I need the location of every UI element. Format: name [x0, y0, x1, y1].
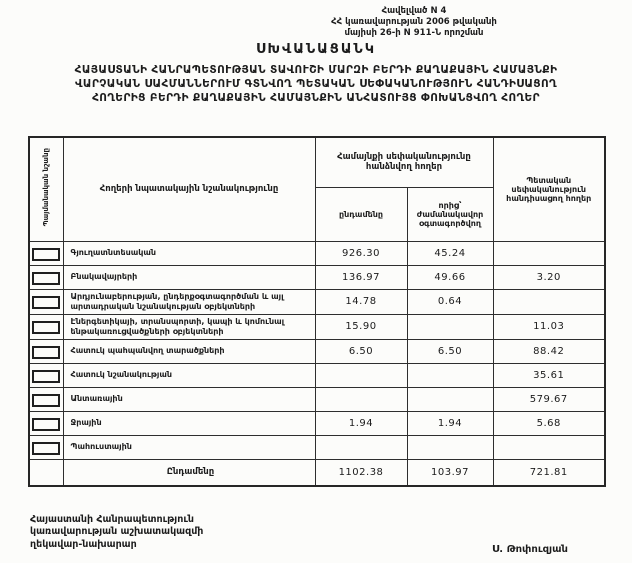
purpose-column-header: Հողերի նպատակային նշանակությունը: [63, 137, 315, 241]
state-value: 88.42: [493, 339, 605, 363]
total-value: 136.97: [315, 265, 407, 289]
document-subtitle: [0, 63, 632, 106]
total-value: [315, 435, 407, 459]
symbol-cell: [29, 411, 63, 435]
symbol-cell: [29, 289, 63, 314]
total-value: 6.50: [315, 339, 407, 363]
leased-value: [407, 435, 493, 459]
leased-value: [407, 314, 493, 339]
subtitle-line: ՀՈՂԵՐԻՑ ԲԵՐԴԻ ՔԱՂԱՔԱՅԻՆ ՀԱՄԱՅՆՔԻՆ ԱՆՀԱՏՈՒՅՑ ՓՈԽԱՆՑՎՈՂ ՀՈՂԵՐ: [92, 92, 540, 105]
state-value: 35.61: [493, 363, 605, 387]
table-header: [29, 137, 605, 241]
legend-symbol-box: [32, 248, 60, 261]
subtitle-line: ՎԱՐՉԱԿԱՆ ՍԱՀՄԱՆՆԵՐՈՒՄ ԳՏՆՎՈՂ ՊԵՏԱԿԱՆ ՍԵՓԱԿԱՆՈՒԹՅՈՒՆ ՀԱՆԴԻՍԱՑՈՂ: [75, 78, 557, 91]
land-category-label: Արդյունաբերության, ընդերքօգտագործման և այլ արտադրական նշանակության օբյեկտների: [63, 289, 315, 314]
state-value: 11.03: [493, 314, 605, 339]
total-value: [315, 363, 407, 387]
table-body: [29, 241, 605, 486]
land-category-label: Հատուկ նշանակության: [63, 363, 315, 387]
state-value: 721.81: [493, 459, 605, 486]
legend-symbol-box: [32, 370, 60, 383]
state-value: 5.68: [493, 411, 605, 435]
symbol-cell: [29, 265, 63, 289]
leased-value: 0.64: [407, 289, 493, 314]
leased-value: 45.24: [407, 241, 493, 265]
total-value: 1102.38: [315, 459, 407, 486]
symbol-cell: [29, 363, 63, 387]
header-row-top: [29, 137, 605, 187]
legend-symbol-box: [32, 296, 60, 309]
total-column-header: ընդամենը: [315, 187, 407, 241]
total-value: 926.30: [315, 241, 407, 265]
leased-value: 6.50: [407, 339, 493, 363]
state-value: [493, 241, 605, 265]
annex-line: մայիսի 26-ի N 911-Ն որոշման: [344, 28, 484, 39]
community-group-header: Համայնքի սեփականությունը հանձնվող հողեր: [315, 137, 493, 187]
leased-value: 103.97: [407, 459, 493, 486]
land-category-label: Ջրային: [63, 411, 315, 435]
land-category-label: Ընդամենը: [63, 459, 315, 486]
subtitle-line: ՀԱՅԱՍՏԱՆԻ ՀԱՆՐԱՊԵՏՈՒԹՅԱՆ ՏԱՎՈՒՇԻ ՄԱՐԶԻ ԲԵՐԴԻ ՔԱՂԱՔԱՅԻՆ ՀԱՄԱՅՆՔԻ: [74, 64, 558, 76]
table-row: [29, 387, 605, 411]
title-block: [0, 42, 632, 106]
state-value: [493, 289, 605, 314]
total-value: [315, 387, 407, 411]
state-value: 579.67: [493, 387, 605, 411]
legend-symbol-box: [32, 321, 60, 334]
symbol-cell: [29, 241, 63, 265]
legend-symbol-box: [32, 394, 60, 407]
table-row: [29, 363, 605, 387]
symbol-column-header: [29, 137, 63, 241]
table-row: [29, 314, 605, 339]
land-category-label: Էներգետիկայի, տրանսպորտի, կապի և կոմունալ ենթակառուցվածքների օբյեկտների: [63, 314, 315, 339]
total-value: 15.90: [315, 314, 407, 339]
land-category-label: Անտառային: [63, 387, 315, 411]
table-row: [29, 265, 605, 289]
legend-symbol-box: [32, 272, 60, 285]
land-transfer-table: [28, 136, 606, 487]
symbol-cell: [29, 387, 63, 411]
symbol-column-header-label: Պայմանական նշանը: [42, 148, 51, 227]
legend-symbol-box: [32, 418, 60, 431]
table-row: [29, 241, 605, 265]
signatory-title: [30, 514, 203, 551]
state-column-header: Պետական սեփականություն հանդիսացող հողեր: [493, 137, 605, 241]
table-row: [29, 435, 605, 459]
signatory-title-line: Հայաստանի Հանրապետություն: [30, 514, 194, 525]
signatory-title-line: կառավարության աշխատակազմի: [30, 526, 204, 538]
symbol-cell: [29, 459, 63, 486]
land-category-label: Պահուստային: [63, 435, 315, 459]
land-category-label: Հատուկ պահպանվող տարածքների: [63, 339, 315, 363]
symbol-cell: [29, 314, 63, 339]
annex-line: ՀՀ կառավարության 2006 թվականի: [331, 17, 497, 28]
table-row: [29, 289, 605, 314]
state-value: [493, 435, 605, 459]
land-category-label: Գյուղատնտեսական: [63, 241, 315, 265]
legend-symbol-box: [32, 442, 60, 455]
document-title: ՍԽՎԱՆԱՑԱՆԿ: [256, 42, 376, 57]
leased-value: 49.66: [407, 265, 493, 289]
annex-reference: [304, 6, 524, 39]
leased-value: [407, 363, 493, 387]
signatory-title-line: ղեկավար-նախարար: [30, 538, 137, 550]
symbol-cell: [29, 435, 63, 459]
annex-line: Հավելված N 4: [381, 6, 447, 16]
land-category-label: Բնակավայրերի: [63, 265, 315, 289]
signatory-name: Ս. Թոփուզյան: [492, 544, 568, 555]
symbol-cell: [29, 339, 63, 363]
legend-symbol-box: [32, 346, 60, 359]
leased-value: [407, 387, 493, 411]
leased-column-header: որից՝ ժամանակավոր օգտագործվող: [407, 187, 493, 241]
table-row: [29, 411, 605, 435]
total-value: 14.78: [315, 289, 407, 314]
state-value: 3.20: [493, 265, 605, 289]
table-row: [29, 339, 605, 363]
total-value: 1.94: [315, 411, 407, 435]
total-row: [29, 459, 605, 486]
leased-value: 1.94: [407, 411, 493, 435]
